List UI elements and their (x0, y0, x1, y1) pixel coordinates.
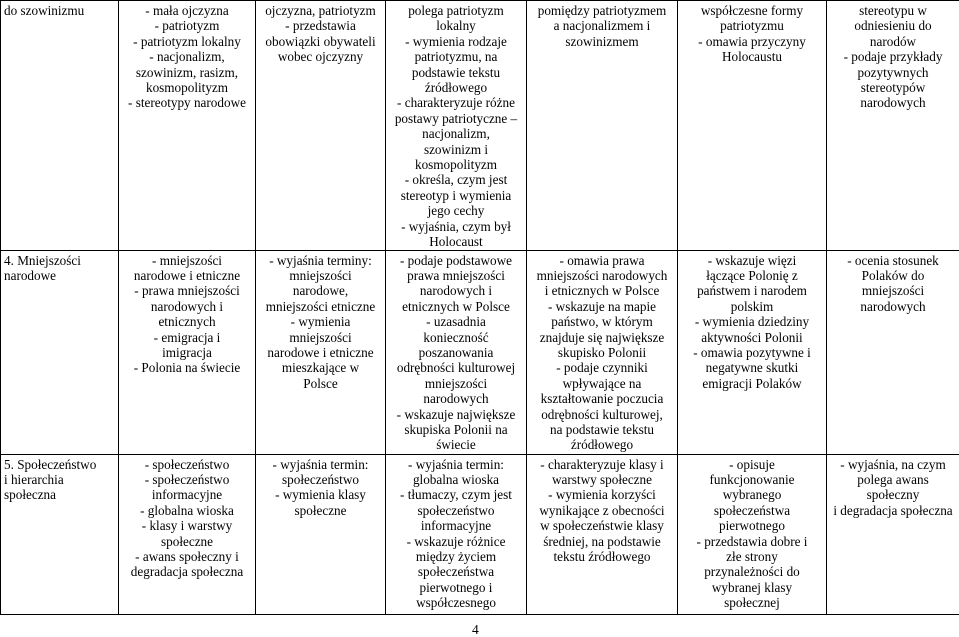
topic-cell: do szowinizmu (1, 1, 119, 251)
content-cell: - społeczeństwo - społeczeństwo informacyjne - globalna wioska - klasy i warstwy społeczne - awans społeczny i degradacja społeczna (119, 454, 256, 614)
requirement-cell: stereotypu w odniesieniu do narodów - podaje przykłady pozytywnych stereotypów narodowych (827, 1, 959, 251)
requirement-cell: polega patriotyzm lokalny - wymienia rodzaje patriotyzmu, na podstawie tekstu źródłowego - charakteryzuje różne postawy patriotyczne – nacjonalizm, szowinizm i kosmopolityzm - określa, czym jest stereotyp i wymienia jego cechy - wyjaśnia, czym był Holocaust (386, 1, 527, 251)
topic-cell: 5. Społeczeństwo i hierarchia społeczna (1, 454, 119, 614)
table-row (1, 1, 959, 251)
requirement-cell: pomiędzy patriotyzmem a nacjonalizmem i szowinizmem (527, 1, 678, 251)
requirement-cell: - wyjaśnia, na czym polega awans społeczny i degradacja społeczna (827, 454, 959, 614)
requirement-cell: współczesne formy patriotyzmu - omawia przyczyny Holocaustu (678, 1, 827, 251)
table-row (1, 454, 959, 614)
requirement-cell: - omawia prawa mniejszości narodowych i etnicznych w Polsce - wskazuje na mapie państwo, w którym znajduje się największe skupisko Polonii - podaje czynniki wpływające na kształtowanie poczucia odrębności kulturowej, na podstawie tekstu źródłowego (527, 250, 678, 454)
requirement-cell: - ocenia stosunek Polaków do mniejszości narodowych (827, 250, 959, 454)
table-row (1, 250, 959, 454)
content-cell: - mała ojczyzna - patriotyzm - patriotyzm lokalny - nacjonalizm, szowinizm, rasizm, kosmopolityzm - stereotypy narodowe (119, 1, 256, 251)
requirement-cell: - podaje podstawowe prawa mniejszości narodowych i etnicznych w Polsce - uzasadnia konieczność poszanowania odrębności kulturowej mniejszości narodowych - wskazuje największe skupiska Polonii na świecie (386, 250, 527, 454)
requirement-cell: - opisuje funkcjonowanie wybranego społeczeństwa pierwotnego - przedstawia dobre i złe strony przynależności do wybranej klasy społecznej (678, 454, 827, 614)
requirement-cell: - wyjaśnia termin: globalna wioska - tłumaczy, czym jest społeczeństwo informacyjne - wskazuje różnice między życiem społeczeństwa pierwotnego i współczesnego (386, 454, 527, 614)
topic-cell: 4. Mniejszości narodowe (1, 250, 119, 454)
requirement-cell: - charakteryzuje klasy i warstwy społeczne - wymienia korzyści wynikające z obecności w społeczeństwie klasy średniej, na podstawie tekstu źródłowego (527, 454, 678, 614)
requirement-cell: - wyjaśnia terminy: mniejszości narodowe, mniejszości etniczne - wymienia mniejszości narodowe i etniczne mieszkające w Polsce (256, 250, 386, 454)
page-number: 4 (472, 622, 479, 637)
requirement-cell: - wyjaśnia termin: społeczeństwo - wymienia klasy społeczne (256, 454, 386, 614)
requirement-cell: ojczyzna, patriotyzm - przedstawia obowiązki obywateli wobec ojczyzny (256, 1, 386, 251)
content-cell: - mniejszości narodowe i etniczne - prawa mniejszości narodowych i etnicznych - emigracja i imigracja - Polonia na świecie (119, 250, 256, 454)
requirement-cell: - wskazuje więzi łączące Polonię z państwem i narodem polskim - wymienia dziedziny aktywności Polonii - omawia pozytywne i negatywne skutki emigracji Polaków (678, 250, 827, 454)
